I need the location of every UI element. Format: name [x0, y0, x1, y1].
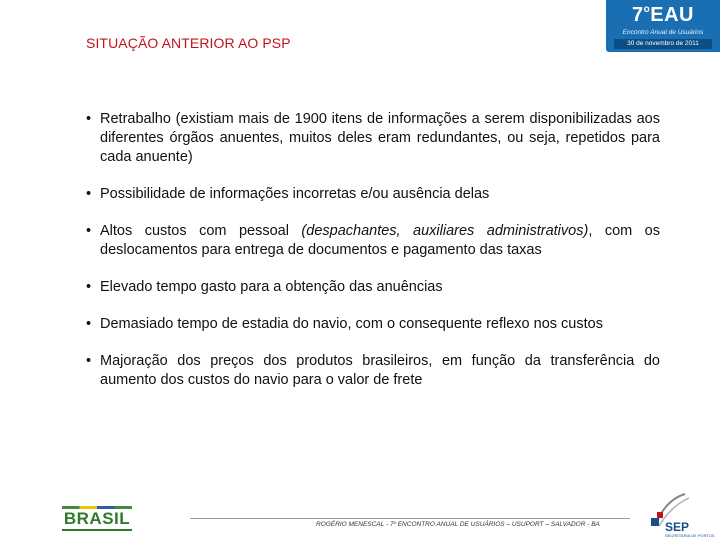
- footer-divider: [190, 518, 630, 519]
- bullet-item: • Retrabalho (existiam mais de 1900 itens de informações a serem disponibilizadas aos diferentes órgãos anuentes, muitos deles eram redundantes, ou seja, repetidos para cada anuente): [86, 111, 660, 165]
- footer-text: ROGÉRIO MENESCAL - 7º ENCONTRO ANUAL DE USUÁRIOS – USUPORT – SALVADOR - BA: [316, 521, 600, 528]
- slide-title: SITUAÇÃO ANTERIOR AO PSP: [86, 35, 291, 51]
- brasil-logo-word: BRASIL: [63, 509, 131, 528]
- sep-logo-caption: SECRETARIA DE PORTOS: [665, 533, 715, 538]
- bullet-symbol: •: [86, 279, 92, 295]
- bullet-item: • Majoração dos preços dos produtos brasileiros, em função da transferência do aumento dos custos do navio para o valor de frete: [86, 353, 660, 388]
- bullet-symbol: •: [86, 316, 92, 332]
- bullet-item: • Elevado tempo gasto para a obtenção das anuências: [86, 279, 443, 295]
- bullet-symbol: •: [86, 223, 92, 239]
- brasil-logo: [62, 504, 132, 534]
- bullet-symbol: •: [86, 186, 92, 202]
- bullet-symbol: •: [86, 111, 92, 127]
- event-logo-name: 7$^o$EAU: [632, 4, 694, 26]
- event-logo-subtitle: Encontro Anual de Usuários: [622, 29, 704, 36]
- event-logo: [606, 0, 720, 52]
- bullet-symbol: •: [86, 353, 92, 369]
- bullet-item: • Demasiado tempo de estadia do navio, com o consequente reflexo nos custos: [86, 316, 603, 332]
- bullet-item: • Possibilidade de informações incorretas e/ou ausência delas: [86, 186, 490, 202]
- bullet-item: • Altos custos com pessoal (despachantes, auxiliares administrativos), com os deslocamentos para entrega de documentos e pagamento das taxas: [86, 223, 660, 258]
- sep-logo-word: SEP: [665, 520, 690, 534]
- brasil-logo-underline: [62, 529, 132, 531]
- sep-logo: [645, 490, 715, 538]
- event-logo-date: 30 de novembro de 2011: [614, 39, 712, 49]
- bullet-list: [86, 110, 660, 408]
